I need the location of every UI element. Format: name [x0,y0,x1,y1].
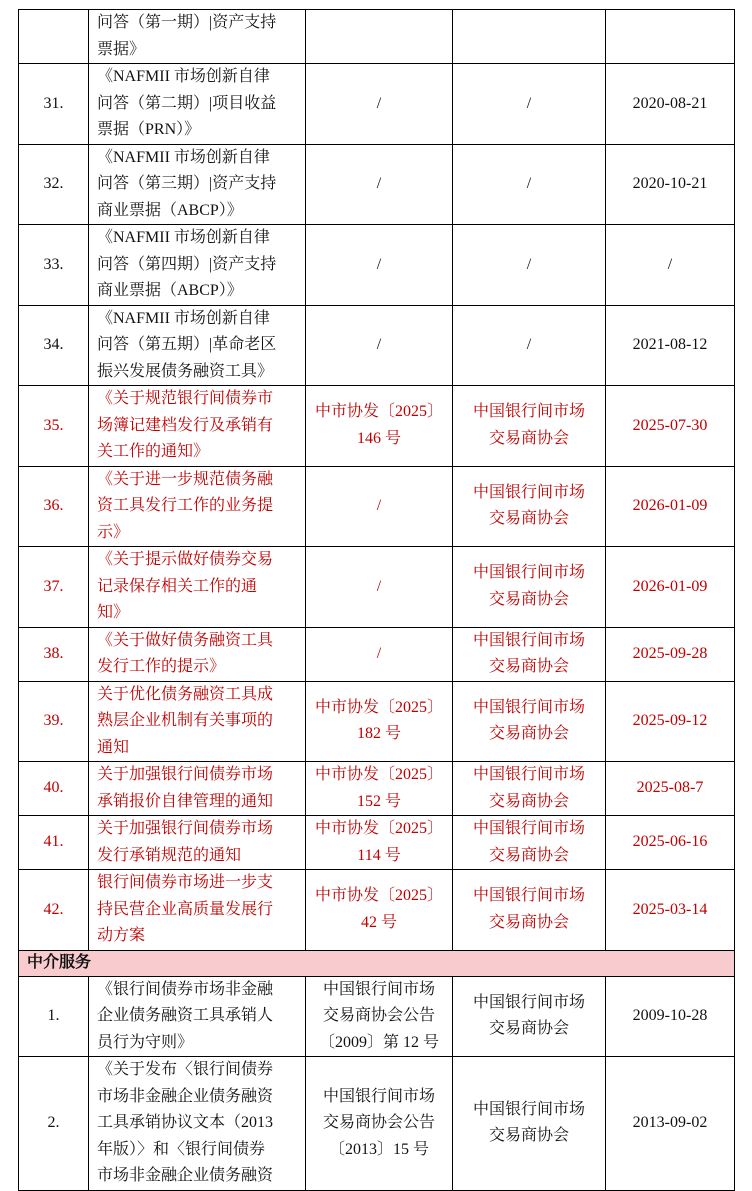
regulation-table [18,9,735,1191]
document-title-line: 持民营企业高质量发展行 [97,900,274,918]
document-title [89,627,306,681]
document-number [306,762,453,816]
document-title-line: 关工作的通知》 [97,443,210,460]
issuing-body-line: 交易商协会 [488,658,569,675]
table-body-top [19,10,735,951]
document-title-line: 《关于进一步规范债务融 [97,470,274,488]
table-row [19,386,735,467]
effective-date: 2020-10-21 [606,144,735,225]
issuing-body-line: 中国银行间市场 [472,993,585,1011]
issuing-body: / [453,225,606,306]
row-number: 33. [19,225,89,306]
document-number-line: 交易商协会公告 [322,1007,435,1024]
document-number-line: 中市协发〔2025〕 [314,820,443,837]
document-title-line: 《关于提示做好债券交易 [97,551,274,568]
row-number: 37. [19,547,89,628]
document-title [89,305,306,386]
effective-date: 2013-09-02 [606,1057,735,1191]
document-number: / [306,305,453,386]
row-number: 39. [19,681,89,762]
table-row [19,1057,735,1191]
row-number: 32. [19,144,89,225]
effective-date: / [606,225,735,306]
document-title-line: 知》 [97,604,130,621]
document-number-line: 152 号 [356,792,401,810]
document-number-line: 中国银行间市场 [322,980,435,998]
issuing-body-line: 交易商协会 [488,429,569,447]
issuing-body-line: 交易商协会 [488,725,569,743]
section-header: 中介服务 [19,950,735,976]
document-title [89,466,306,547]
document-number: / [306,466,453,547]
issuing-body-line: 中国银行间市场 [472,403,585,421]
document-number-line: 中市协发〔2025〕 [314,887,443,905]
document-title-line: 动方案 [97,927,146,944]
document-number [306,386,453,467]
document-number: / [306,64,453,145]
document-title-line: 问答（第二期）|项目收益 [97,94,277,112]
effective-date: 2026-01-09 [606,466,735,547]
document-title-line: 《银行间债券市场非金融 [97,980,274,998]
document-title [89,1057,306,1191]
document-number [306,816,453,870]
table-row [19,466,735,547]
document-number [306,10,453,64]
row-number: 2. [19,1057,89,1191]
document-number-line: 42 号 [360,913,397,931]
document-number: / [306,547,453,628]
issuing-body [453,681,606,762]
row-number [19,10,89,64]
document-title-line: 企业债务融资工具承销人 [97,1007,274,1024]
row-number: 34. [19,305,89,386]
document-number-line: 114 号 [357,846,401,864]
row-number: 1. [19,976,89,1057]
document-title-line: 《NAFMII 市场创新自律 [97,229,270,246]
document-title [89,976,306,1057]
effective-date: 2025-09-12 [606,681,735,762]
document-title [89,870,306,951]
document-title [89,816,306,870]
effective-date: 2009-10-28 [606,976,735,1057]
document-title [89,762,306,816]
issuing-body-line: 中国银行间市场 [472,631,585,649]
issuing-body-line: 中国银行间市场 [472,564,585,582]
issuing-body [453,816,606,870]
row-number: 41. [19,816,89,870]
document-title-line: 承销报价自律管理的通知 [97,792,274,810]
issuing-body-line: 中国银行间市场 [472,887,585,905]
section-intermediary [19,950,735,976]
document-title-line: 《关于做好债务融资工具 [97,631,274,649]
table-row [19,305,735,386]
table-row [19,762,735,816]
document-title-line: 关于加强银行间债券市场 [97,766,274,783]
document-title-line: 问答（第三期）|资产支持 [97,175,277,192]
issuing-body [453,762,606,816]
issuing-body [453,976,606,1057]
effective-date: 2025-08-7 [606,762,735,816]
table-row [19,10,735,64]
issuing-body [453,1057,606,1191]
document-title-line: 振兴发展债务融资工具》 [97,362,274,380]
document-number-line: 中市协发〔2025〕 [314,403,443,421]
table-row [19,64,735,145]
document-title-line: 问答（第一期）|资产支持 [97,14,277,31]
effective-date: 2026-01-09 [606,547,735,628]
row-number: 42. [19,870,89,951]
document-number [306,976,453,1057]
document-title-line: 年版）〉和〈银行间债券 [97,1140,266,1158]
document-title-line: 《关于规范银行间债券市 [97,390,274,407]
table-row [19,816,735,870]
document-title-line: 发行工作的提示》 [97,658,226,675]
document-title-line: 市场非金融企业债务融资 [97,1087,274,1105]
document-number-line: 182 号 [356,725,401,743]
document-title [89,386,306,467]
row-number: 40. [19,762,89,816]
issuing-body-line: 交易商协会 [488,510,569,528]
table-row [19,870,735,951]
document-number-line: 交易商协会公告 [322,1114,435,1131]
issuing-body: / [453,64,606,145]
document-title-line: 问答（第四期）|资产支持 [97,255,277,273]
issuing-body-line: 交易商协会 [488,792,569,810]
document-number-line: 〔2009〕第 12 号 [318,1033,439,1051]
document-title-line: 资工具发行工作的业务提 [97,497,274,514]
document-number: / [306,627,453,681]
document-title [89,64,306,145]
issuing-body-line: 交易商协会 [488,1127,569,1145]
document-title [89,10,306,64]
issuing-body [453,386,606,467]
table-row [19,225,735,306]
issuing-body [453,627,606,681]
effective-date: 2025-03-14 [606,870,735,951]
row-number: 38. [19,627,89,681]
document-title-line: 关于优化债务融资工具成 [97,685,274,703]
document-number-line: 〔2013〕15 号 [328,1140,429,1158]
issuing-body-line: 交易商协会 [488,1020,569,1038]
issuing-body-line: 中国银行间市场 [472,1100,585,1118]
document-title-line: 记录保存相关工作的通 [97,577,258,595]
issuing-body-line: 交易商协会 [488,590,569,608]
effective-date: 2025-09-28 [606,627,735,681]
document-title [89,225,306,306]
document-title-line: 银行间债券市场进一步支 [97,874,274,891]
issuing-body-line: 中国银行间市场 [472,483,585,501]
document-number [306,870,453,951]
document-title-line: 《NAFMII 市场创新自律 [97,309,270,327]
issuing-body-line: 中国银行间市场 [472,820,585,837]
row-number: 31. [19,64,89,145]
document-title-line: 商业票据（ABCP）》 [97,282,243,299]
document-number [306,1057,453,1191]
issuing-body-line: 交易商协会 [488,846,569,864]
row-number: 35. [19,386,89,467]
document-title-line: 市场非金融企业债务融资 [97,1167,274,1184]
document-title-line: 熟层企业机制有关事项的 [97,712,274,729]
document-number-line: 146 号 [356,429,401,447]
document-title [89,144,306,225]
document-title-line: 通知 [97,738,130,756]
document-title-line: 示》 [97,523,130,541]
document-title-line: 问答（第五期）|革命老区 [97,336,277,353]
issuing-body: / [453,305,606,386]
issuing-body [453,466,606,547]
effective-date [606,10,735,64]
document-number-line: 中市协发〔2025〕 [314,698,443,716]
effective-date: 2020-08-21 [606,64,735,145]
issuing-body [453,10,606,64]
table-row [19,627,735,681]
effective-date: 2025-07-30 [606,386,735,467]
document-number: / [306,144,453,225]
document-title-line: 场簿记建档发行及承销有 [97,416,274,434]
document-title-line: 商业票据（ABCP）》 [97,201,243,219]
issuing-body [453,547,606,628]
row-number: 36. [19,466,89,547]
table-row [19,681,735,762]
table-row [19,144,735,225]
document-number-line: 中国银行间市场 [322,1087,435,1105]
document-title-line: 工具承销协议文本（2013 [97,1114,274,1131]
document-number-line: 中市协发〔2025〕 [314,766,443,783]
table-body-bottom [19,976,735,1190]
issuing-body-line: 交易商协会 [488,913,569,931]
issuing-body: / [453,144,606,225]
document-number [306,681,453,762]
document-title-line: 票据》 [97,40,146,58]
issuing-body [453,870,606,951]
table-row [19,976,735,1057]
document-title-line: 《关于发布〈银行间债券 [97,1061,274,1078]
document-title [89,547,306,628]
document-title-line: 《NAFMII 市场创新自律 [97,68,270,85]
issuing-body-line: 中国银行间市场 [472,698,585,716]
effective-date: 2021-08-12 [606,305,735,386]
document-title-line: 关于加强银行间债券市场 [97,820,274,837]
document-number: / [306,225,453,306]
document-title-line: 《NAFMII 市场创新自律 [97,148,270,166]
document-title-line: 票据（PRN）》 [97,121,201,138]
effective-date: 2025-06-16 [606,816,735,870]
document-title-line: 员行为守则》 [97,1033,194,1051]
issuing-body-line: 中国银行间市场 [472,766,585,783]
document-title-line: 发行承销规范的通知 [97,846,242,864]
document-title [89,681,306,762]
table-row [19,547,735,628]
